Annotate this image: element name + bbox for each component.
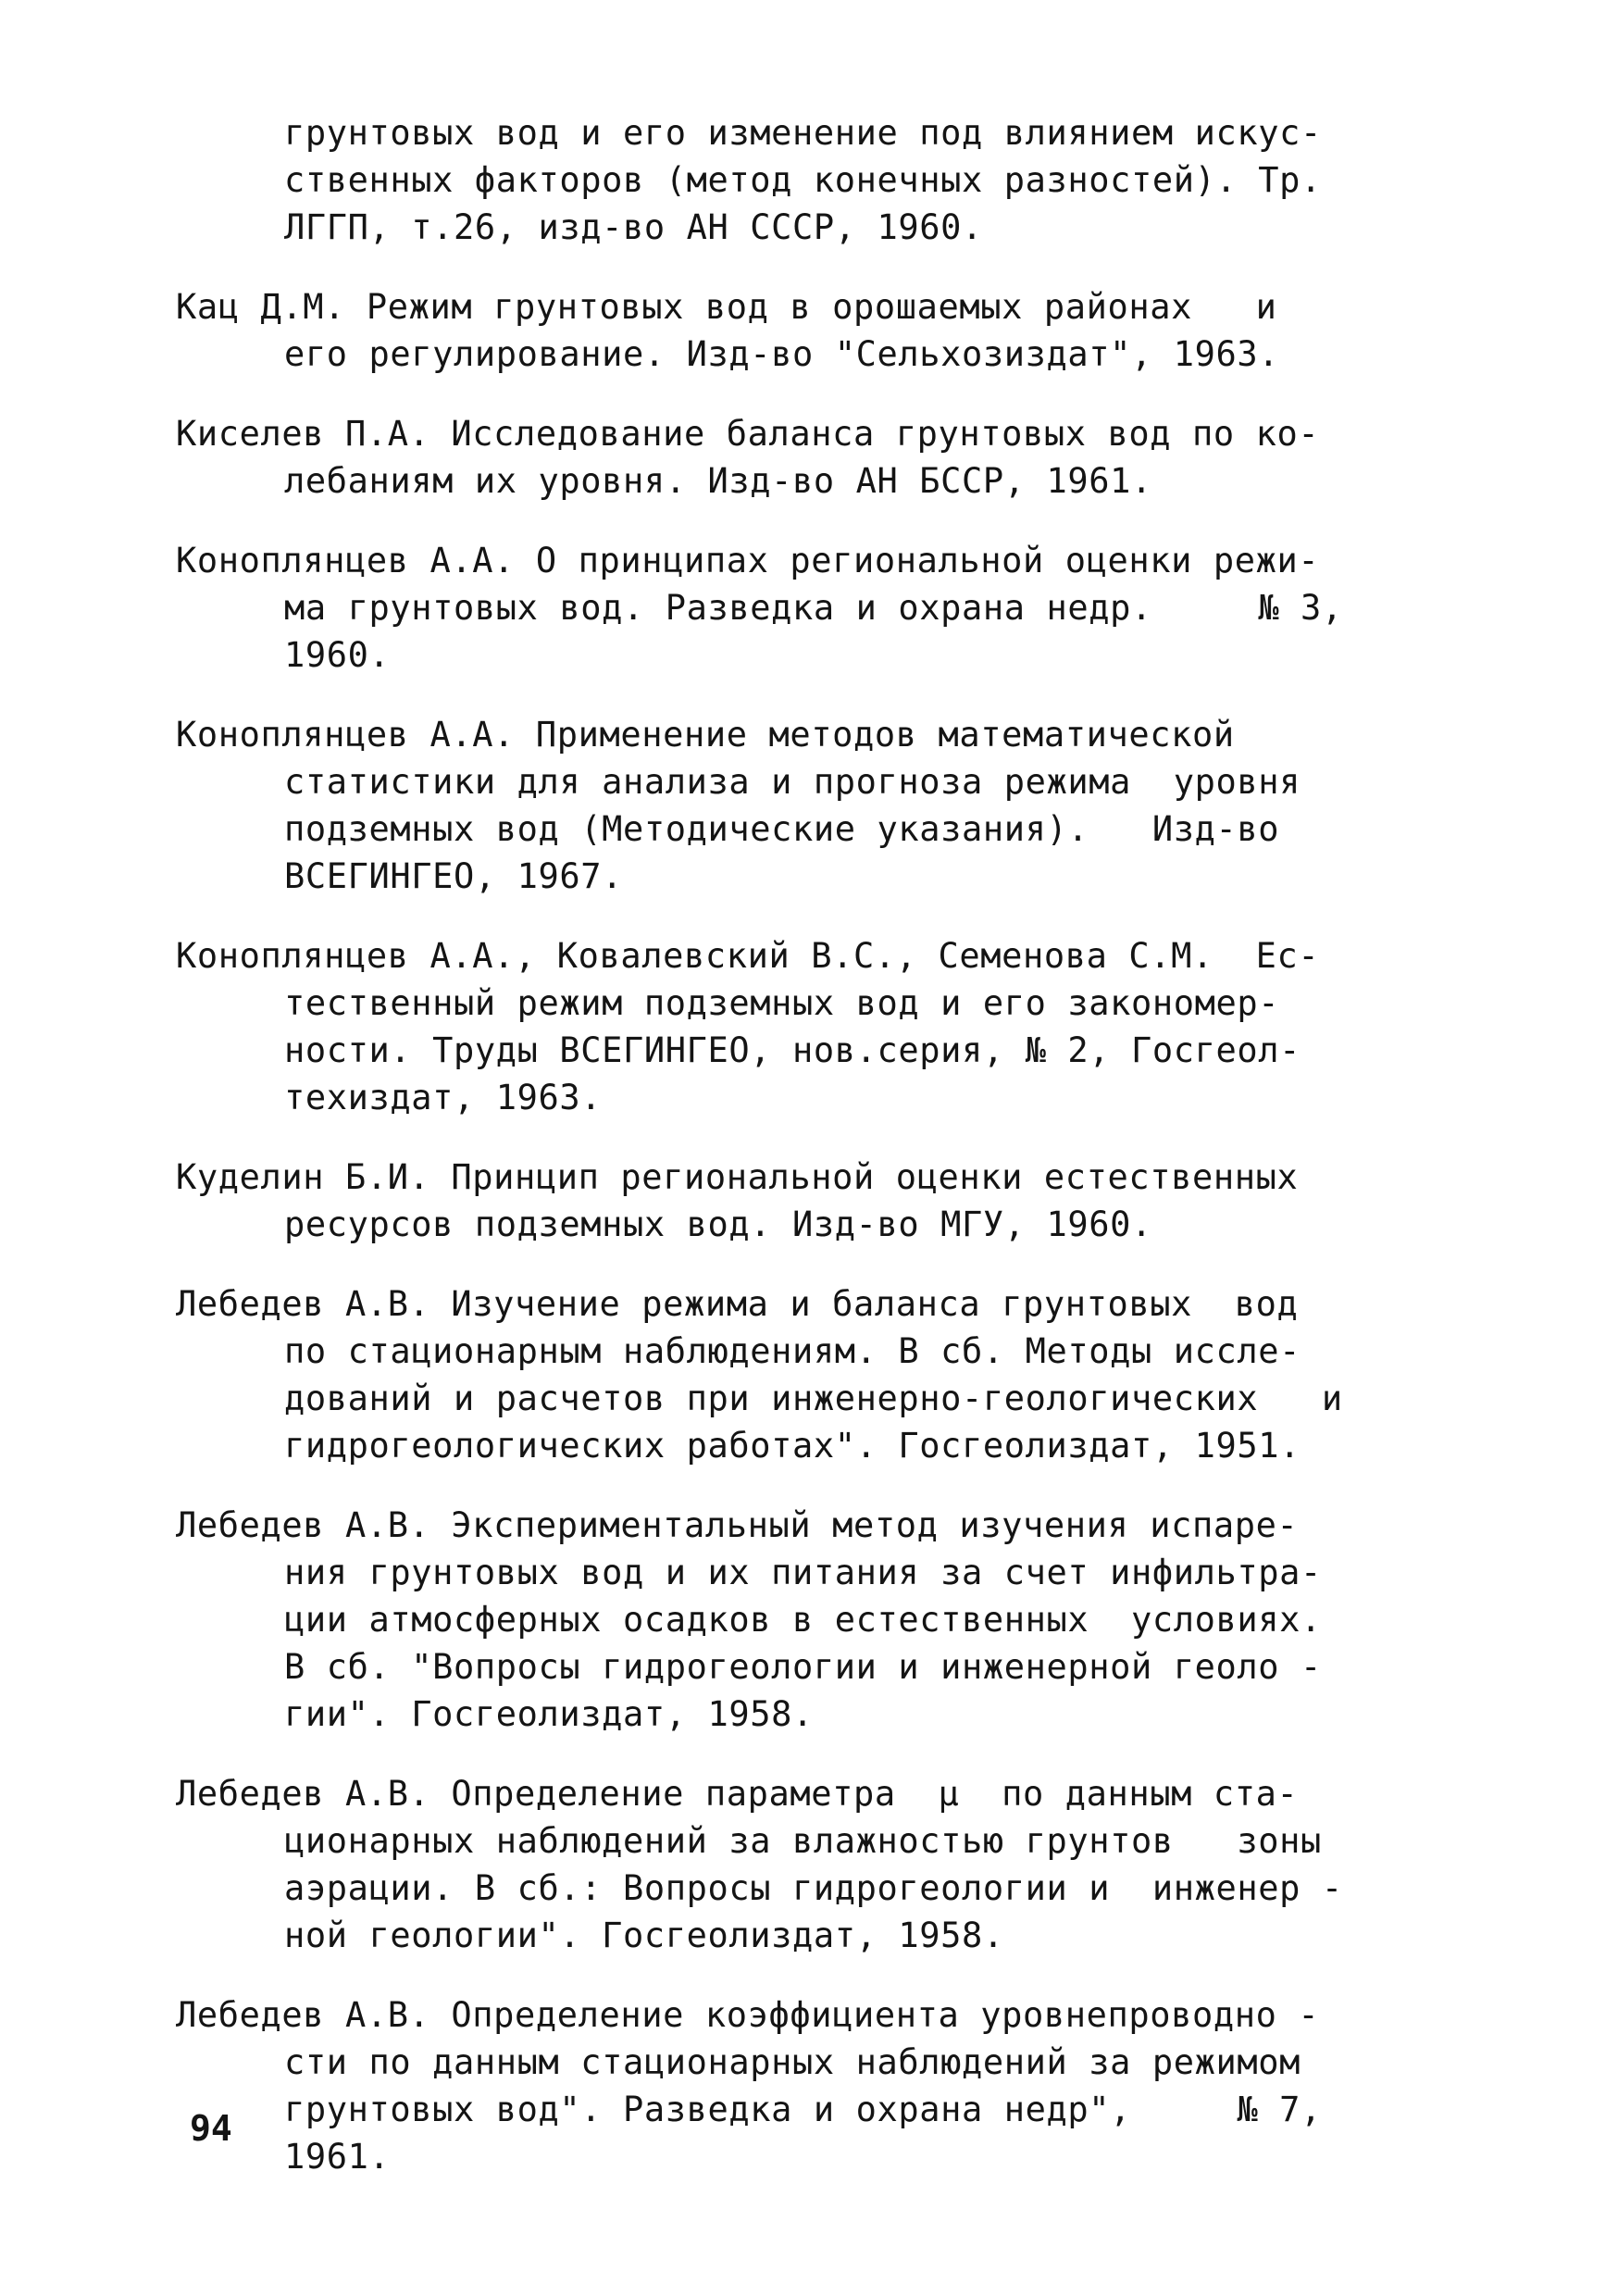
reference-line: по стационарным наблюдениям. В сб. Методы иссле-	[284, 1331, 1301, 1371]
reference-entry	[176, 410, 1444, 505]
reference-line: 1961.	[284, 2137, 391, 2177]
reference-line: его регулирование. Изд-во "Сельхозиздат", 1963.	[284, 334, 1280, 374]
reference-line: гии". Госгеолиздат, 1958.	[284, 1694, 814, 1734]
reference-entry	[176, 1280, 1444, 1469]
reference-entry	[176, 109, 1444, 251]
reference-line: ма грунтовых вод. Разведка и охрана недр. № 3,	[284, 588, 1343, 628]
reference-line: грунтовых вод и его изменение под влиянием искус-	[284, 113, 1322, 153]
reference-line: Лебедев А.В. Изучение режима и баланса грунтовых вод	[176, 1284, 1299, 1324]
reference-line: гидрогеологических работах". Госгеолиздат, 1951.	[284, 1426, 1301, 1466]
reference-entry	[176, 1154, 1444, 1248]
reference-line: техиздат, 1963.	[284, 1078, 603, 1117]
reference-line: грунтовых вод". Разведка и охрана недр", № 7,	[284, 2090, 1322, 2129]
reference-line: подземных вод (Методические указания). Изд-во	[284, 809, 1280, 849]
reference-line: тественный режим подземных вод и его закономер-	[284, 983, 1280, 1023]
reference-line: ной геологии". Госгеолиздат, 1958.	[284, 1915, 1004, 1955]
reference-line: аэрации. В сб.: Вопросы гидрогеологии и инженер -	[284, 1868, 1343, 1908]
reference-line: Коноплянцев А.А. Применение методов математической	[176, 715, 1235, 755]
reference-line: ЛГГП, т.26, изд-во АН СССР, 1960.	[284, 207, 983, 247]
reference-line: ционарных наблюдений за влажностью грунтов зоны	[284, 1821, 1322, 1861]
reference-line: Коноплянцев А.А. О принципах региональной оценки режи-	[176, 541, 1320, 580]
reference-entry	[176, 932, 1444, 1121]
reference-line: Кац Д.М. Режим грунтовых вод в орошаемых районах и	[176, 287, 1277, 327]
reference-line: ния грунтовых вод и их питания за счет инфильтра-	[284, 1553, 1322, 1592]
reference-line: лебаниям их уровня. Изд-во АН БССР, 1961.	[284, 461, 1152, 501]
bibliography-page	[176, 109, 1444, 2213]
reference-entry	[176, 1991, 1444, 2180]
reference-line: Куделин Б.И. Принцип региональной оценки естественных	[176, 1157, 1299, 1197]
reference-line: ресурсов подземных вод. Изд-во МГУ, 1960.	[284, 1204, 1152, 1244]
reference-line: дований и расчетов при инженерно-геологических и	[284, 1379, 1343, 1418]
page-number: 94	[190, 2108, 232, 2149]
reference-line: ности. Труды ВСЕГИНГЕО, нов.серия, № 2, Госгеол-	[284, 1030, 1301, 1070]
reference-line: 1960.	[284, 635, 391, 675]
reference-entry	[176, 1770, 1444, 1959]
reference-entry	[176, 1502, 1444, 1738]
reference-entry	[176, 537, 1444, 679]
reference-line: статистики для анализа и прогноза режима уровня	[284, 762, 1301, 802]
reference-line: сти по данным стационарных наблюдений за режимом	[284, 2042, 1301, 2082]
reference-line: Киселев П.А. Исследование баланса грунтовых вод по ко-	[176, 414, 1320, 454]
reference-entry	[176, 283, 1444, 378]
reference-entry	[176, 711, 1444, 900]
reference-line: Лебедев А.В. Определение параметра μ по данным ста-	[176, 1774, 1299, 1814]
reference-line: В сб. "Вопросы гидрогеологии и инженерной геоло -	[284, 1647, 1322, 1687]
reference-line: Лебедев А.В. Экспериментальный метод изучения испаре-	[176, 1505, 1299, 1545]
reference-line: ВСЕГИНГЕО, 1967.	[284, 856, 624, 896]
reference-line: Коноплянцев А.А., Ковалевский В.С., Семенова С.М. Ес-	[176, 936, 1320, 976]
reference-line: Лебедев А.В. Определение коэффициента уровнепроводно -	[176, 1995, 1320, 2035]
reference-line: ции атмосферных осадков в естественных условиях.	[284, 1600, 1322, 1640]
reference-line: ственных факторов (метод конечных разностей). Тр.	[284, 160, 1322, 200]
